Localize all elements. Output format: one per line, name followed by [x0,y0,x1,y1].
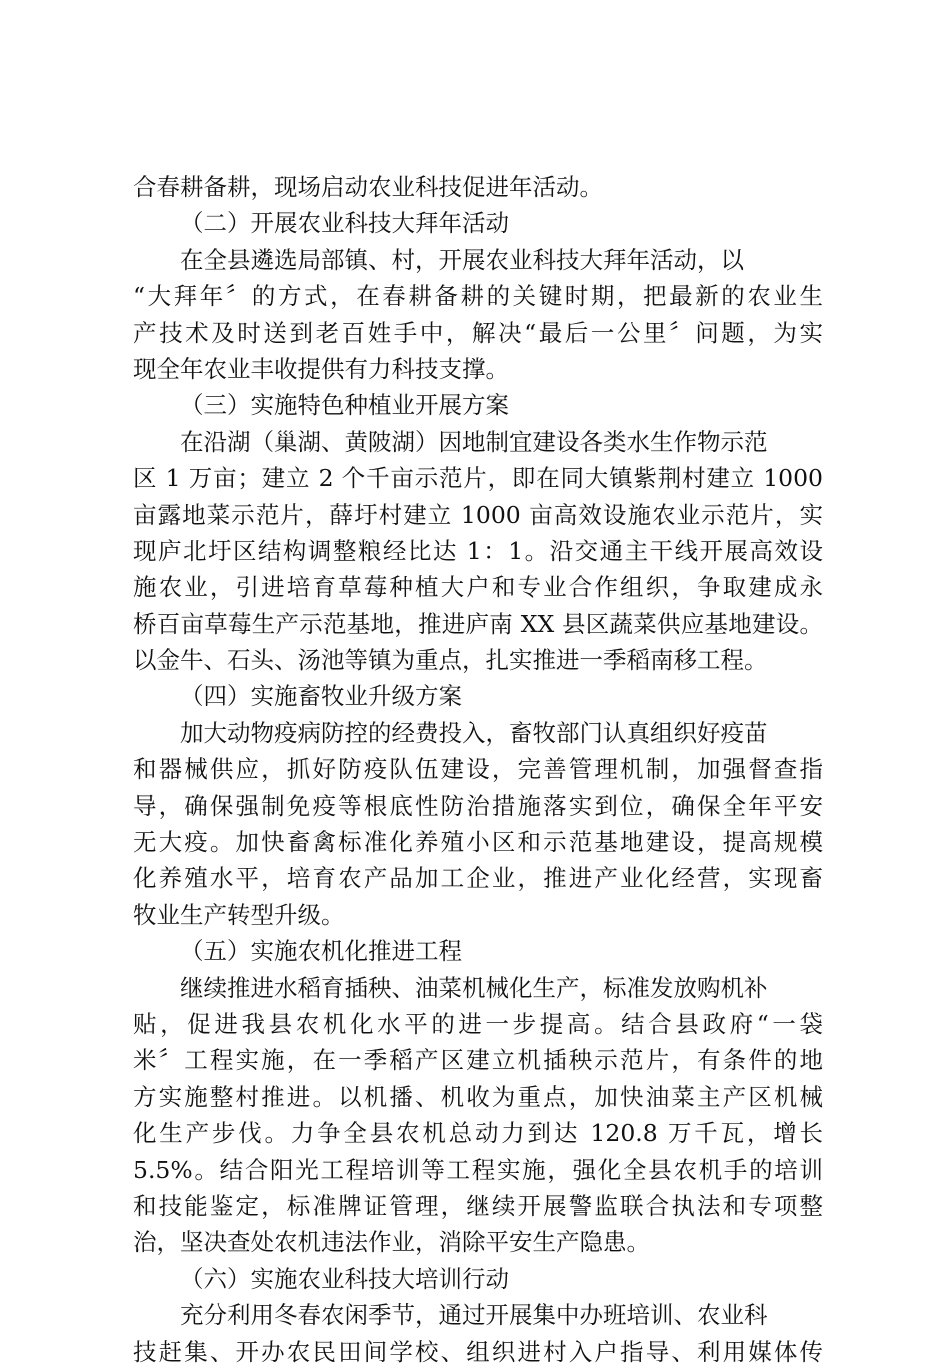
body-line: 在全县遴选局部镇、村，开展农业科技大拜年活动，以 [180,245,744,274]
body-line: 5.5%。结合阳光工程培训等工程实施，强化全县农机手的培训 [133,1155,823,1184]
body-line: 施农业，引进培育草莓种植大户和专业合作组织，争取建成永 [133,573,823,602]
section-heading-2: （二）开展农业科技大拜年活动 [180,209,509,238]
section-heading-5: （五）实施农机化推进工程 [180,937,462,966]
body-line: “大拜年〞的方式，在春耕备耕的关键时期，把最新的农业生 [133,282,823,311]
body-line: 和器械供应，抓好防疫队伍建设，完善管理机制，加强督查指 [133,755,823,784]
body-line: 合春耕备耕，现场启动农业科技促进年活动。 [133,173,603,201]
body-line: 贴，促进我县农机化水平的进一步提高。结合县政府“一袋 [133,1009,823,1038]
body-line: 技赶集、开办农民田间学校、组织进村入户指导、利用媒体传 [133,1337,823,1366]
body-line: 继续推进水稻育插秧、油菜机械化生产，标准发放购机补 [180,973,768,1002]
section-heading-6: （六）实施农业科技大培训行动 [180,1264,509,1293]
body-line: 充分利用冬春农闲季节，通过开展集中办班培训、农业科 [180,1301,768,1330]
body-line: 和技能鉴定，标准牌证管理，继续开展警监联合执法和专项整 [133,1191,823,1220]
body-line: 方实施整村推进。以机播、机收为重点，加快油菜主产区机械 [133,1082,823,1111]
body-line: 现全年农业丰收提供有力科技支撑。 [133,354,509,383]
body-line: 牧业生产转型升级。 [133,900,345,929]
document-body [133,169,823,1370]
body-line: 亩露地菜示范片，薛圩村建立 1000 亩高效设施农业示范片，实 [133,500,823,529]
body-line: 桥百亩草莓生产示范基地，推进庐南 XX 县区蔬菜供应基地建设。 [133,609,823,638]
body-line: 化生产步伐。力争全县农机总动力到达 120.8 万千瓦，增长 [133,1119,823,1148]
body-line: 在沿湖（巢湖、黄陂湖）因地制宜建设各类水生作物示范 [180,427,768,456]
body-line: 以金牛、石头、汤池等镇为重点，扎实推进一季稻南移工程。 [133,646,768,675]
body-line: 米〞工程实施，在一季稻产区建立机插秧示范片，有条件的地 [133,1046,823,1075]
section-heading-4: （四）实施畜牧业升级方案 [180,682,462,711]
body-line: 区 1 万亩；建立 2 个千亩示范片，即在同大镇紫荆村建立 1000 [133,464,823,493]
body-line: 加大动物疫病防控的经费投入，畜牧部门认真组织好疫苗 [180,718,768,747]
section-heading-3: （三）实施特色种植业开展方案 [180,391,509,420]
body-line: 无大疫。加快畜禽标准化养殖小区和示范基地建设，提高规模 [133,828,823,857]
body-line: 现庐北圩区结构调整粮经比达 1：1。沿交通主干线开展高效设 [133,536,823,565]
body-line: 导，确保强制免疫等根底性防治措施落实到位，确保全年平安 [133,791,823,820]
body-line: 产技术及时送到老百姓手中，解决“最后一公里〞问题，为实 [133,318,823,347]
body-line: 治，坚决查处农机违法作业，消除平安生产隐患。 [133,1228,650,1257]
body-line: 化养殖水平，培育农产品加工企业，推进产业化经营，实现畜 [133,864,823,893]
